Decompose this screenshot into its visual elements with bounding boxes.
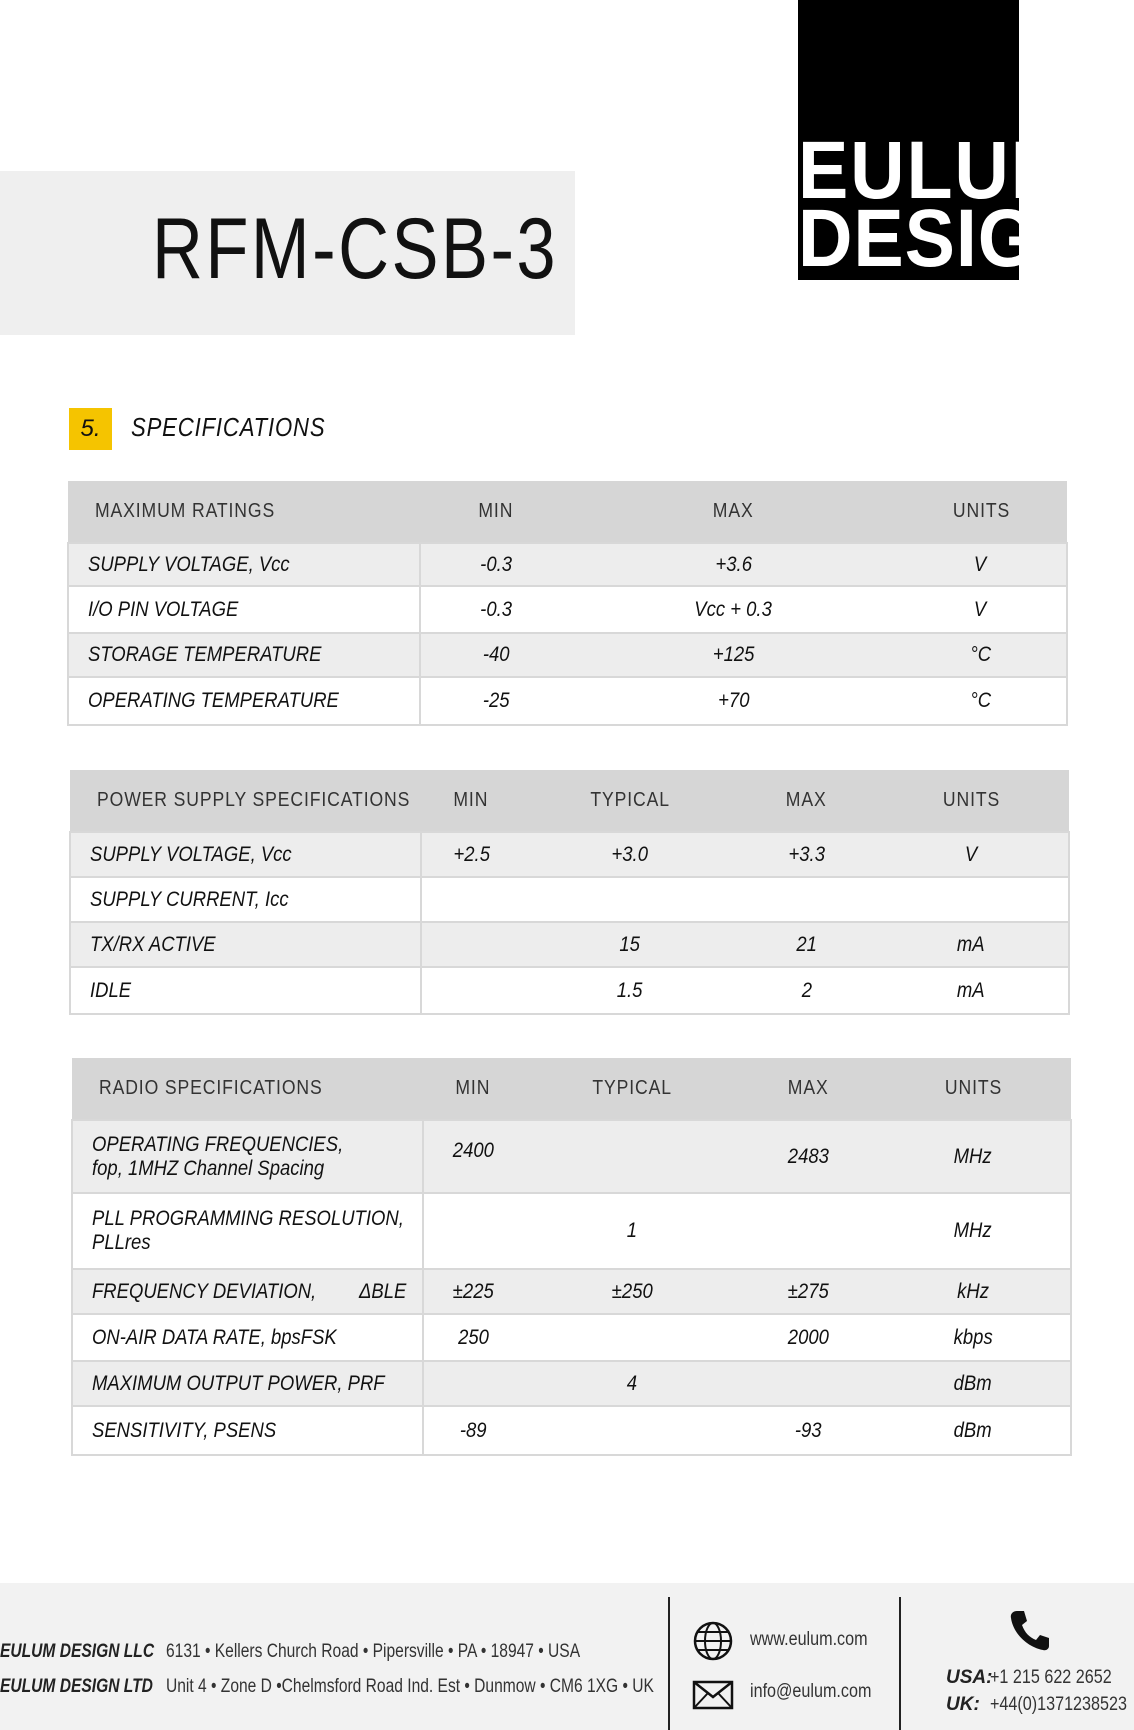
cell-min: -40	[420, 633, 572, 677]
cell-min	[421, 967, 521, 1014]
table-row	[68, 543, 1067, 586]
table-header-row	[72, 1058, 1071, 1120]
uk-phone: +44(0)1371238523	[990, 1694, 1127, 1715]
logo-line-1: EULUM	[798, 125, 1076, 216]
cell-units: dBm	[876, 1406, 1071, 1455]
cell-typical: 1.5	[521, 967, 739, 1014]
cell-typical	[523, 1406, 741, 1455]
row-label: SUPPLY CURRENT, Icc	[70, 877, 421, 922]
cell-units: kbps	[876, 1314, 1071, 1361]
table-row	[68, 633, 1067, 677]
envelope-icon	[692, 1680, 734, 1710]
cell-units: dBm	[876, 1361, 1071, 1406]
cell-units: mA	[874, 922, 1069, 967]
row-label: SUPPLY VOLTAGE, Vcc	[70, 832, 421, 877]
cell-max: +70	[572, 677, 895, 725]
cell-units: V	[874, 832, 1069, 877]
cell-min	[423, 1193, 523, 1269]
cell-min: ±225	[423, 1269, 523, 1314]
cell-min: -0.3	[420, 586, 572, 633]
cell-max	[741, 1361, 876, 1406]
row-label: SUPPLY VOLTAGE, Vcc	[68, 543, 420, 586]
maximum-ratings-table	[67, 481, 1068, 726]
row-label: IDLE	[70, 967, 421, 1014]
logo-line-2: DESIGN	[798, 193, 1093, 284]
row-label: MAXIMUM OUTPUT POWER, PRF	[72, 1361, 423, 1406]
table-row	[72, 1269, 1071, 1314]
eulum-design-logo	[798, 0, 1093, 284]
cell-min	[423, 1361, 523, 1406]
row-label	[72, 1120, 423, 1193]
column-header: POWER SUPPLY SPECIFICATIONS	[70, 770, 421, 832]
cell-max	[741, 1193, 876, 1269]
footer-divider	[899, 1597, 901, 1730]
cell-units: °C	[895, 677, 1067, 725]
cell-max: +125	[572, 633, 895, 677]
cell-typical: 4	[523, 1361, 741, 1406]
us-company-name: EULUM DESIGN LLC	[0, 1641, 155, 1662]
cell-units: MHz	[876, 1193, 1071, 1269]
cell-typical: +3.0	[521, 832, 739, 877]
uk-company-name: EULUM DESIGN LTD	[0, 1676, 153, 1697]
column-header: RADIO SPECIFICATIONS	[72, 1058, 423, 1120]
table-row	[70, 967, 1069, 1014]
row-label: STORAGE TEMPERATURE	[68, 633, 420, 677]
cell-typical: 15	[521, 922, 739, 967]
row-label-line-1: PLL PROGRAMMING RESOLUTION,	[92, 1207, 404, 1230]
column-header: MIN	[423, 1058, 523, 1120]
table-row	[72, 1361, 1071, 1406]
column-header: MIN	[421, 770, 521, 832]
column-header: MAX	[739, 770, 874, 832]
cell-typical: ±250	[523, 1269, 741, 1314]
row-label: ON-AIR DATA RATE, bpsFSK	[72, 1314, 423, 1361]
cell-typical	[521, 877, 739, 922]
column-header: MAXIMUM RATINGS	[68, 481, 420, 543]
cell-max: ±275	[741, 1269, 876, 1314]
us-address: 6131 • Kellers Church Road • Pipersville • PA • 18947 • USA	[166, 1641, 581, 1662]
column-header: MIN	[420, 481, 572, 543]
page-title: RFM-CSB-3	[152, 201, 559, 297]
row-label: TX/RX ACTIVE	[70, 922, 421, 967]
section-title: SPECIFICATIONS	[131, 412, 326, 442]
uk-address: Unit 4 • Zone D •Chelmsford Road Ind. Est • Dunmow • CM6 1XG • UK	[166, 1676, 654, 1697]
cell-max: 2	[739, 967, 874, 1014]
column-header: TYPICAL	[521, 770, 739, 832]
cell-max: +3.3	[739, 832, 874, 877]
table-row	[72, 1120, 1071, 1193]
cell-min: -0.3	[420, 543, 572, 586]
table-header-row	[70, 770, 1069, 832]
row-label-line-2: PLLres	[92, 1231, 151, 1254]
cell-min: 2400	[423, 1120, 523, 1193]
table-header-row	[68, 481, 1067, 543]
cell-typical: 1	[523, 1193, 741, 1269]
table-row	[72, 1193, 1071, 1269]
column-header: MAX	[572, 481, 895, 543]
phone-icon	[1008, 1608, 1050, 1652]
row-label-text: FREQUENCY DEVIATION,	[92, 1279, 317, 1303]
cell-min	[421, 922, 521, 967]
cell-min: -89	[423, 1406, 523, 1455]
uk-label: UK:	[946, 1694, 980, 1715]
cell-max: Vcc + 0.3	[572, 586, 895, 633]
cell-max: +3.6	[572, 543, 895, 586]
table-row	[70, 922, 1069, 967]
table-row	[68, 586, 1067, 633]
cell-min: -25	[420, 677, 572, 725]
row-label-symbol: ΔBLE	[358, 1279, 406, 1303]
row-label-line-2: fop, 1MHZ Channel Spacing	[92, 1156, 325, 1180]
column-header: UNITS	[895, 481, 1067, 543]
column-header: MAX	[741, 1058, 876, 1120]
power-supply-table	[69, 770, 1070, 1015]
row-label: SENSITIVITY, PSENS	[72, 1406, 423, 1455]
cell-typical	[523, 1120, 741, 1193]
table-row	[68, 677, 1067, 725]
cell-units: V	[895, 586, 1067, 633]
cell-units	[874, 877, 1069, 922]
row-label: I/O PIN VOLTAGE	[68, 586, 420, 633]
row-label	[72, 1193, 423, 1269]
column-header: TYPICAL	[523, 1058, 741, 1120]
cell-min	[421, 877, 521, 922]
cell-max: 2483	[741, 1120, 876, 1193]
radio-specifications-table	[71, 1058, 1072, 1456]
cell-units: kHz	[876, 1269, 1071, 1314]
website-link[interactable]: www.eulum.com	[750, 1629, 868, 1650]
cell-min: +2.5	[421, 832, 521, 877]
table-row	[70, 877, 1069, 922]
usa-phone: +1 215 622 2652	[990, 1667, 1112, 1688]
column-header: UNITS	[874, 770, 1069, 832]
cell-units: V	[895, 543, 1067, 586]
globe-icon	[692, 1620, 734, 1662]
table-row	[72, 1406, 1071, 1455]
cell-max	[739, 877, 874, 922]
section-number: 5.	[69, 408, 112, 450]
column-header: UNITS	[876, 1058, 1071, 1120]
usa-label: USA:	[946, 1667, 993, 1688]
cell-units: MHz	[876, 1120, 1071, 1193]
row-label-line-1: OPERATING FREQUENCIES,	[92, 1132, 344, 1156]
table-row	[70, 832, 1069, 877]
table-row	[72, 1314, 1071, 1361]
cell-max: 2000	[741, 1314, 876, 1361]
cell-max: -93	[741, 1406, 876, 1455]
cell-units: °C	[895, 633, 1067, 677]
footer-divider	[668, 1597, 670, 1730]
cell-max: 21	[739, 922, 874, 967]
cell-typical	[523, 1314, 741, 1361]
cell-min: 250	[423, 1314, 523, 1361]
cell-units: mA	[874, 967, 1069, 1014]
email-link[interactable]: info@eulum.com	[750, 1681, 872, 1702]
row-label	[72, 1269, 423, 1314]
row-label: OPERATING TEMPERATURE	[68, 677, 420, 725]
